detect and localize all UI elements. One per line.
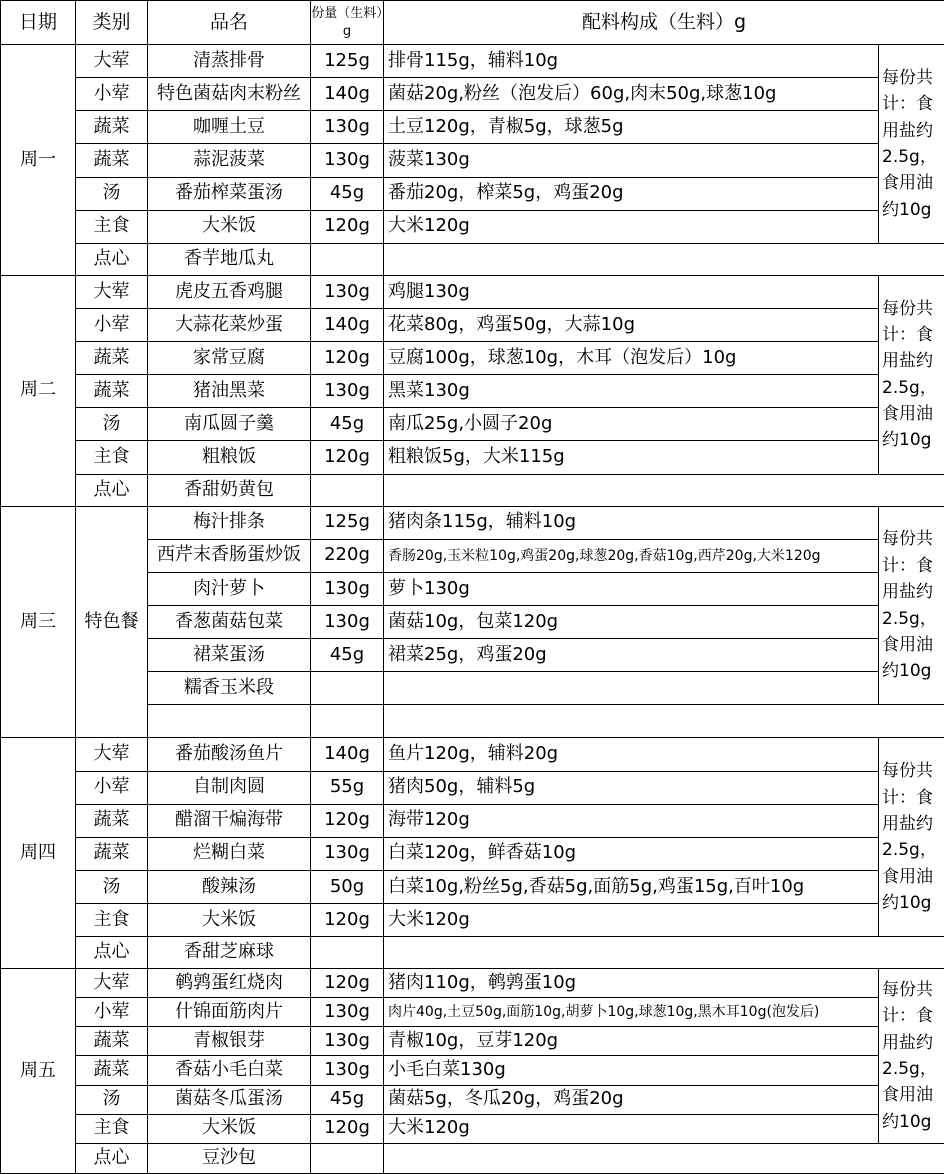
ingredients-cell: 猪肉条115g，辅料10g (384, 506, 879, 539)
portion-cell (311, 1143, 384, 1173)
ingredients-cell: 香肠20g,玉米粒10g,鸡蛋20g,球葱20g,香菇10g,西芹20g,大米120g (384, 539, 879, 572)
ingredients-cell (384, 672, 879, 705)
day-cell: 周二 (1, 275, 76, 506)
ingredients-cell: 裙菜25g，鸡蛋20g (384, 639, 879, 672)
ingredients-cell (384, 705, 944, 738)
dish-cell: 烂糊白菜 (148, 837, 311, 870)
daily-total-cell: 每份共计：食用盐约2.5g，食用油约10g (879, 506, 944, 705)
header-portion: 份量（生料）g (311, 1, 384, 45)
portion-cell: 45g (311, 1085, 384, 1114)
portion-cell: 130g (311, 144, 384, 177)
portion-cell: 45g (311, 408, 384, 441)
category-cell: 大荤 (76, 275, 148, 308)
ingredients-cell: 粗粮饭5g，大米115g (384, 441, 879, 474)
portion-cell: 45g (311, 177, 384, 210)
category-cell: 汤 (76, 1085, 148, 1114)
dish-cell: 香甜芝麻球 (148, 937, 311, 969)
header-category: 类别 (76, 1, 148, 45)
portion-cell: 120g (311, 210, 384, 243)
menu-row (1, 309, 944, 342)
dish-cell: 粗粮饭 (148, 441, 311, 474)
category-cell: 主食 (76, 441, 148, 474)
category-cell: 蔬菜 (76, 375, 148, 408)
portion-cell: 120g (311, 342, 384, 375)
portion-cell (311, 474, 384, 506)
dish-cell: 大蒜花菜炒蛋 (148, 309, 311, 342)
dish-cell: 西芹末香肠蛋炒饭 (148, 539, 311, 572)
menu-row (1, 441, 944, 474)
portion-cell: 220g (311, 539, 384, 572)
portion-cell: 130g (311, 275, 384, 308)
menu-row (1, 837, 944, 870)
dish-cell: 菌菇冬瓜蛋汤 (148, 1085, 311, 1114)
ingredients-cell: 菌菇5g，冬瓜20g，鸡蛋20g (384, 1085, 879, 1114)
dish-cell: 糯香玉米段 (148, 672, 311, 705)
portion-cell: 130g (311, 837, 384, 870)
ingredients-cell: 大米120g (384, 903, 879, 936)
category-cell: 蔬菜 (76, 1027, 148, 1056)
dish-cell: 青椒银芽 (148, 1027, 311, 1056)
dish-cell: 肉汁萝卜 (148, 572, 311, 605)
menu-row (1, 111, 944, 144)
ingredients-cell: 猪肉110g，鹌鹑蛋10g (384, 969, 879, 998)
menu-row (1, 1143, 944, 1173)
ingredients-cell (384, 937, 944, 969)
menu-row (1, 177, 944, 210)
menu-row (1, 243, 944, 275)
portion-cell: 55g (311, 771, 384, 804)
day-cell: 周三 (1, 506, 76, 738)
category-cell: 点心 (76, 474, 148, 506)
dish-cell: 香葱菌菇包菜 (148, 606, 311, 639)
ingredients-cell: 鸡腿130g (384, 275, 879, 308)
category-cell: 蔬菜 (76, 837, 148, 870)
ingredients-cell: 菌菇20g,粉丝（泡发后）60g,肉末50g,球葱10g (384, 78, 879, 111)
category-cell: 大荤 (76, 45, 148, 78)
category-cell: 点心 (76, 243, 148, 275)
menu-row (1, 210, 944, 243)
portion-cell: 130g (311, 111, 384, 144)
menu-row (1, 1085, 944, 1114)
daily-total-cell: 每份共计：食用盐约2.5g，食用油约10g (879, 275, 944, 474)
category-cell: 汤 (76, 408, 148, 441)
ingredients-cell: 番茄20g，榨菜5g，鸡蛋20g (384, 177, 879, 210)
menu-row (1, 474, 944, 506)
dish-cell: 清蒸排骨 (148, 45, 311, 78)
menu-row (1, 1056, 944, 1085)
dish-cell: 自制肉圆 (148, 771, 311, 804)
portion-cell: 120g (311, 903, 384, 936)
daily-total-cell: 每份共计：食用盐约2.5g，食用油约10g (879, 45, 944, 244)
portion-cell: 130g (311, 572, 384, 605)
menu-row (1, 998, 944, 1027)
ingredients-cell: 鱼片120g，辅料20g (384, 738, 879, 771)
day-cell: 周一 (1, 45, 76, 276)
portion-cell: 120g (311, 1114, 384, 1143)
category-cell: 大荤 (76, 969, 148, 998)
menu-row (1, 78, 944, 111)
menu-row (1, 870, 944, 903)
menu-row (1, 969, 944, 998)
ingredients-cell: 大米120g (384, 1114, 879, 1143)
dish-cell: 大米饭 (148, 210, 311, 243)
menu-row (1, 342, 944, 375)
ingredients-cell: 土豆120g，青椒5g，球葱5g (384, 111, 879, 144)
dish-cell: 什锦面筋肉片 (148, 998, 311, 1027)
dish-cell: 香菇小毛白菜 (148, 1056, 311, 1085)
menu-row (1, 1027, 944, 1056)
portion-cell: 130g (311, 375, 384, 408)
ingredients-cell: 大米120g (384, 210, 879, 243)
category-cell: 小荤 (76, 998, 148, 1027)
category-cell: 主食 (76, 210, 148, 243)
menu-row (1, 804, 944, 837)
header-date: 日期 (1, 1, 76, 45)
category-cell: 主食 (76, 1114, 148, 1143)
ingredients-cell: 南瓜25g,小圆子20g (384, 408, 879, 441)
category-cell: 特色餐 (76, 506, 148, 738)
category-cell: 蔬菜 (76, 111, 148, 144)
dish-cell: 豆沙包 (148, 1143, 311, 1173)
menu-row (1, 937, 944, 969)
category-cell: 汤 (76, 870, 148, 903)
dish-cell: 特色菌菇肉末粉丝 (148, 78, 311, 111)
ingredients-cell: 花菜80g，鸡蛋50g，大蒜10g (384, 309, 879, 342)
header-dish: 品名 (148, 1, 311, 45)
ingredients-cell: 黑菜130g (384, 375, 879, 408)
category-cell: 蔬菜 (76, 144, 148, 177)
portion-cell (311, 672, 384, 705)
portion-cell: 45g (311, 639, 384, 672)
menu-row (1, 771, 944, 804)
menu-row (1, 45, 944, 78)
category-cell: 小荤 (76, 78, 148, 111)
day-cell: 周四 (1, 738, 76, 969)
dish-cell: 番茄榨菜蛋汤 (148, 177, 311, 210)
category-cell: 汤 (76, 177, 148, 210)
header-ingredients: 配料构成（生料）g (384, 1, 944, 45)
category-cell: 点心 (76, 937, 148, 969)
dish-cell: 酸辣汤 (148, 870, 311, 903)
category-cell: 主食 (76, 903, 148, 936)
ingredients-cell: 白菜10g,粉丝5g,香菇5g,面筋5g,鸡蛋15g,百叶10g (384, 870, 879, 903)
category-cell: 小荤 (76, 309, 148, 342)
category-cell: 点心 (76, 1143, 148, 1173)
menu-row (1, 903, 944, 936)
portion-cell: 120g (311, 969, 384, 998)
menu-row (1, 738, 944, 771)
portion-cell (311, 937, 384, 969)
daily-total-cell: 每份共计：食用盐约2.5g，食用油约10g (879, 969, 944, 1144)
portion-cell: 125g (311, 45, 384, 78)
dish-cell: 醋溜干煸海带 (148, 804, 311, 837)
menu-row (1, 144, 944, 177)
dish-cell (148, 705, 311, 738)
dish-cell: 大米饭 (148, 903, 311, 936)
portion-cell (311, 705, 384, 738)
portion-cell (311, 243, 384, 275)
portion-cell: 125g (311, 506, 384, 539)
ingredients-cell: 菌菇10g，包菜120g (384, 606, 879, 639)
menu-row (1, 1114, 944, 1143)
dish-cell: 猪油黑菜 (148, 375, 311, 408)
menu-row (1, 506, 944, 539)
ingredients-cell: 菠菜130g (384, 144, 879, 177)
menu-row (1, 408, 944, 441)
portion-cell: 130g (311, 1027, 384, 1056)
portion-cell: 120g (311, 441, 384, 474)
dish-cell: 蒜泥菠菜 (148, 144, 311, 177)
ingredients-cell: 豆腐100g，球葱10g，木耳（泡发后）10g (384, 342, 879, 375)
ingredients-cell: 白菜120g，鲜香菇10g (384, 837, 879, 870)
ingredients-cell: 排骨115g，辅料10g (384, 45, 879, 78)
ingredients-cell: 青椒10g，豆芽120g (384, 1027, 879, 1056)
dish-cell: 番茄酸汤鱼片 (148, 738, 311, 771)
dish-cell: 鹌鹑蛋红烧肉 (148, 969, 311, 998)
portion-cell: 130g (311, 1056, 384, 1085)
ingredients-cell (384, 243, 944, 275)
portion-cell: 50g (311, 870, 384, 903)
ingredients-cell: 萝卜130g (384, 572, 879, 605)
portion-cell: 140g (311, 78, 384, 111)
portion-cell: 140g (311, 309, 384, 342)
category-cell: 小荤 (76, 771, 148, 804)
portion-cell: 130g (311, 998, 384, 1027)
category-cell: 蔬菜 (76, 804, 148, 837)
category-cell: 蔬菜 (76, 1056, 148, 1085)
dish-cell: 大米饭 (148, 1114, 311, 1143)
dish-cell: 香甜奶黄包 (148, 474, 311, 506)
category-cell: 蔬菜 (76, 342, 148, 375)
ingredients-cell: 猪肉50g，辅料5g (384, 771, 879, 804)
dish-cell: 香芋地瓜丸 (148, 243, 311, 275)
dish-cell: 家常豆腐 (148, 342, 311, 375)
portion-cell: 120g (311, 804, 384, 837)
portion-cell: 140g (311, 738, 384, 771)
ingredients-cell: 肉片40g,土豆50g,面筋10g,胡萝卜10g,球葱10g,黑木耳10g(泡发后) (384, 998, 879, 1027)
ingredients-cell (384, 474, 944, 506)
daily-total-cell: 每份共计：食用盐约2.5g，食用油约10g (879, 738, 944, 937)
header-row (1, 1, 944, 45)
dish-cell: 裙菜蛋汤 (148, 639, 311, 672)
menu-row (1, 275, 944, 308)
ingredients-cell: 小毛白菜130g (384, 1056, 879, 1085)
menu-row (1, 375, 944, 408)
dish-cell: 南瓜圆子羹 (148, 408, 311, 441)
portion-cell: 130g (311, 606, 384, 639)
ingredients-cell: 海带120g (384, 804, 879, 837)
dish-cell: 梅汁排条 (148, 506, 311, 539)
dish-cell: 虎皮五香鸡腿 (148, 275, 311, 308)
day-cell: 周五 (1, 969, 76, 1174)
category-cell: 大荤 (76, 738, 148, 771)
ingredients-cell (384, 1143, 944, 1173)
dish-cell: 咖喱土豆 (148, 111, 311, 144)
